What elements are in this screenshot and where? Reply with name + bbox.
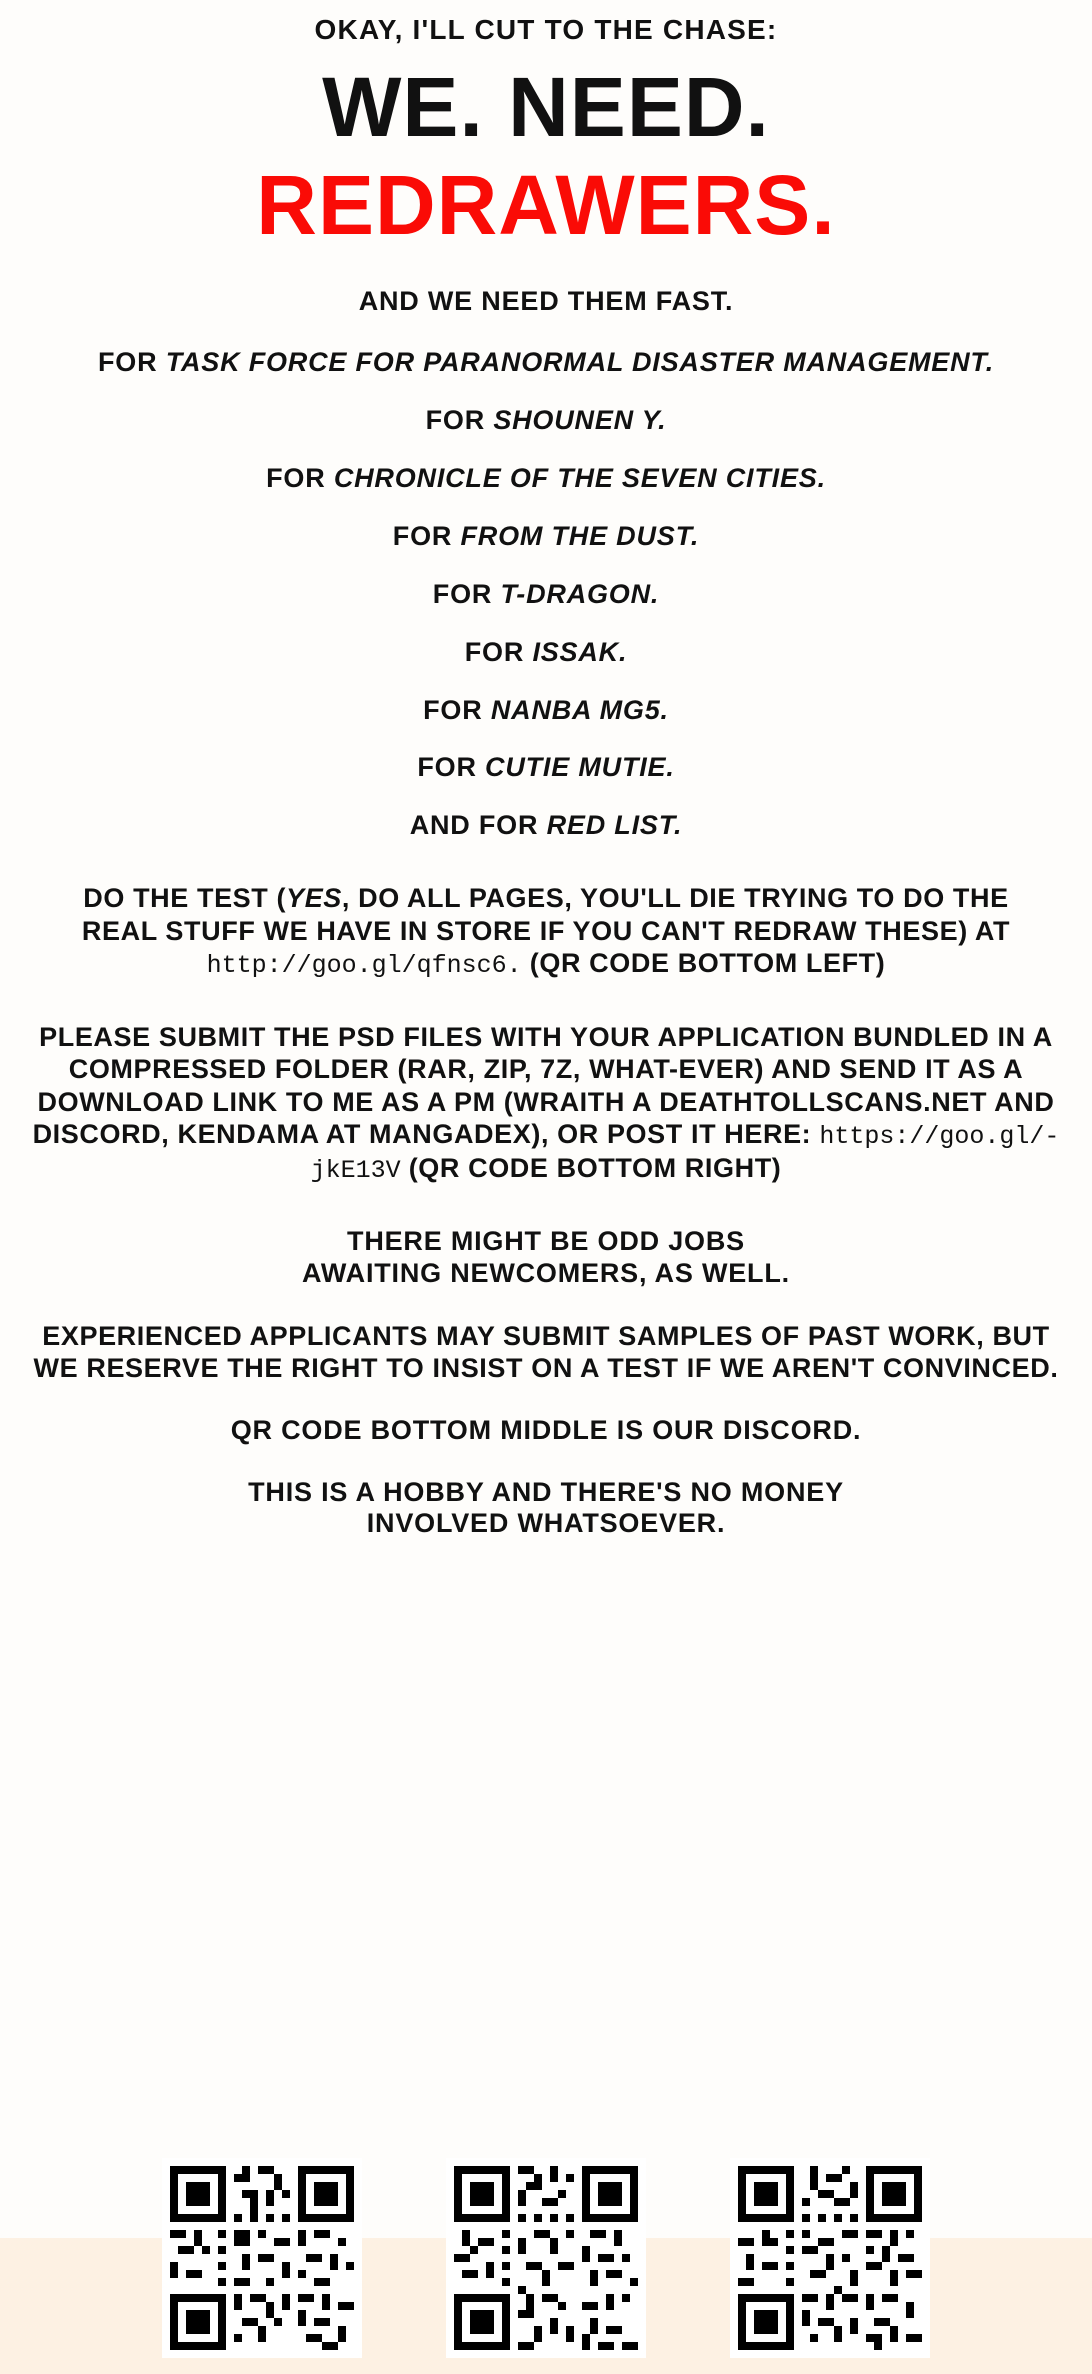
submission-instructions-paragraph [26,1021,1066,1186]
odd-jobs-line-2: AWAITING NEWCOMERS, AS WELL. [302,1258,790,1288]
project-title-4: T-DRAGON. [500,578,660,609]
test-part-3: (QR CODE BOTTOM LEFT) [521,947,886,978]
project-prefix-6: FOR [423,694,491,725]
project-title-3: FROM THE DUST. [460,521,700,552]
project-line-7 [26,752,1066,784]
hobby-note-line-2: INVOLVED WHATSOEVER. [366,1508,726,1539]
project-prefix-2: FOR [266,463,334,494]
headline-line-2: REDRAWERS. [256,157,836,252]
submit-url[interactable]: https://goo.gl/-jkE13V [310,1122,1060,1186]
qr-code-row [0,2158,1092,2358]
qr-code-submit-link[interactable] [730,2158,930,2358]
qr-code-test-link[interactable] [162,2158,362,2358]
test-instructions-paragraph [26,882,1066,981]
project-line-2 [26,463,1066,495]
kicker-text: OKAY, I'LL CUT TO THE CHASE: [314,14,778,45]
test-url[interactable]: http://goo.gl/qfnsc6. [206,950,522,980]
odd-jobs-line-1: THERE MIGHT BE ODD JOBS [347,1226,745,1257]
test-part-1: DO THE TEST ( [83,883,287,914]
headline-line-1: WE. NEED. [322,60,770,154]
project-prefix-3: FOR [392,521,461,552]
project-title-7: CUTIE MUTIE. [485,752,675,783]
project-line-6 [26,695,1066,727]
project-title-6: NANBA MG5. [490,694,669,725]
project-prefix-1: FOR [425,405,494,436]
project-title-5: ISSAK. [532,636,628,667]
project-prefix-5: FOR [464,636,533,667]
project-title-8: RED LIST. [546,810,683,841]
project-line-5 [26,637,1066,669]
project-prefix-7: FOR [417,752,486,783]
project-title-0: TASK FORCE FOR PARANORMAL DISASTER MANAGEMENT. [165,347,994,378]
project-line-3 [26,521,1066,553]
submit-part-2: (QR CODE BOTTOM RIGHT) [400,1153,782,1184]
test-emphasis: YES [286,883,342,914]
project-line-1 [26,405,1066,437]
project-prefix-4: FOR [432,578,501,609]
subline: AND WE NEED THEM FAST. [358,285,734,316]
project-title-2: CHRONICLE OF THE SEVEN CITIES. [333,463,826,494]
project-line-8 [26,810,1066,842]
announcement-content [0,14,1092,1540]
test-part-2: , DO ALL PAGES, YOU'LL DIE TRYING TO DO THE REAL STUFF WE HAVE IN STORE IF YOU CAN'T REDRAW THESE) AT [81,883,1011,946]
qr-code-discord[interactable] [446,2158,646,2358]
project-line-0 [26,347,1066,379]
hobby-note-line-1: THIS IS A HOBBY AND THERE'S NO MONEY [248,1476,844,1507]
submit-part-1: PLEASE SUBMIT THE PSD FILES WITH YOUR APPLICATION BUNDLED IN A COMPRESSED FOLDER (RAR, ZIP, 7Z, WHAT-EVER) AND SEND IT AS A DOWNLOAD LINK TO ME AS A PM (WRAITH A DEATHTOLLSCANS.NET AND DISCORD, KENDAMA AT MANGADEX), OR POST IT HERE: [32,1021,1055,1150]
experienced-applicants-paragraph: EXPERIENCED APPLICANTS MAY SUBMIT SAMPLES OF PAST WORK, BUT WE RESERVE THE RIGHT TO INSIST ON A TEST IF WE AREN'T CONVINCED. [33,1320,1059,1384]
project-line-4 [26,579,1066,611]
project-prefix-8: AND FOR [409,810,547,841]
discord-qr-note: QR CODE BOTTOM MIDDLE IS OUR DISCORD. [230,1414,862,1445]
project-title-1: SHOUNEN Y. [493,405,667,436]
project-prefix-0: FOR [98,347,166,378]
